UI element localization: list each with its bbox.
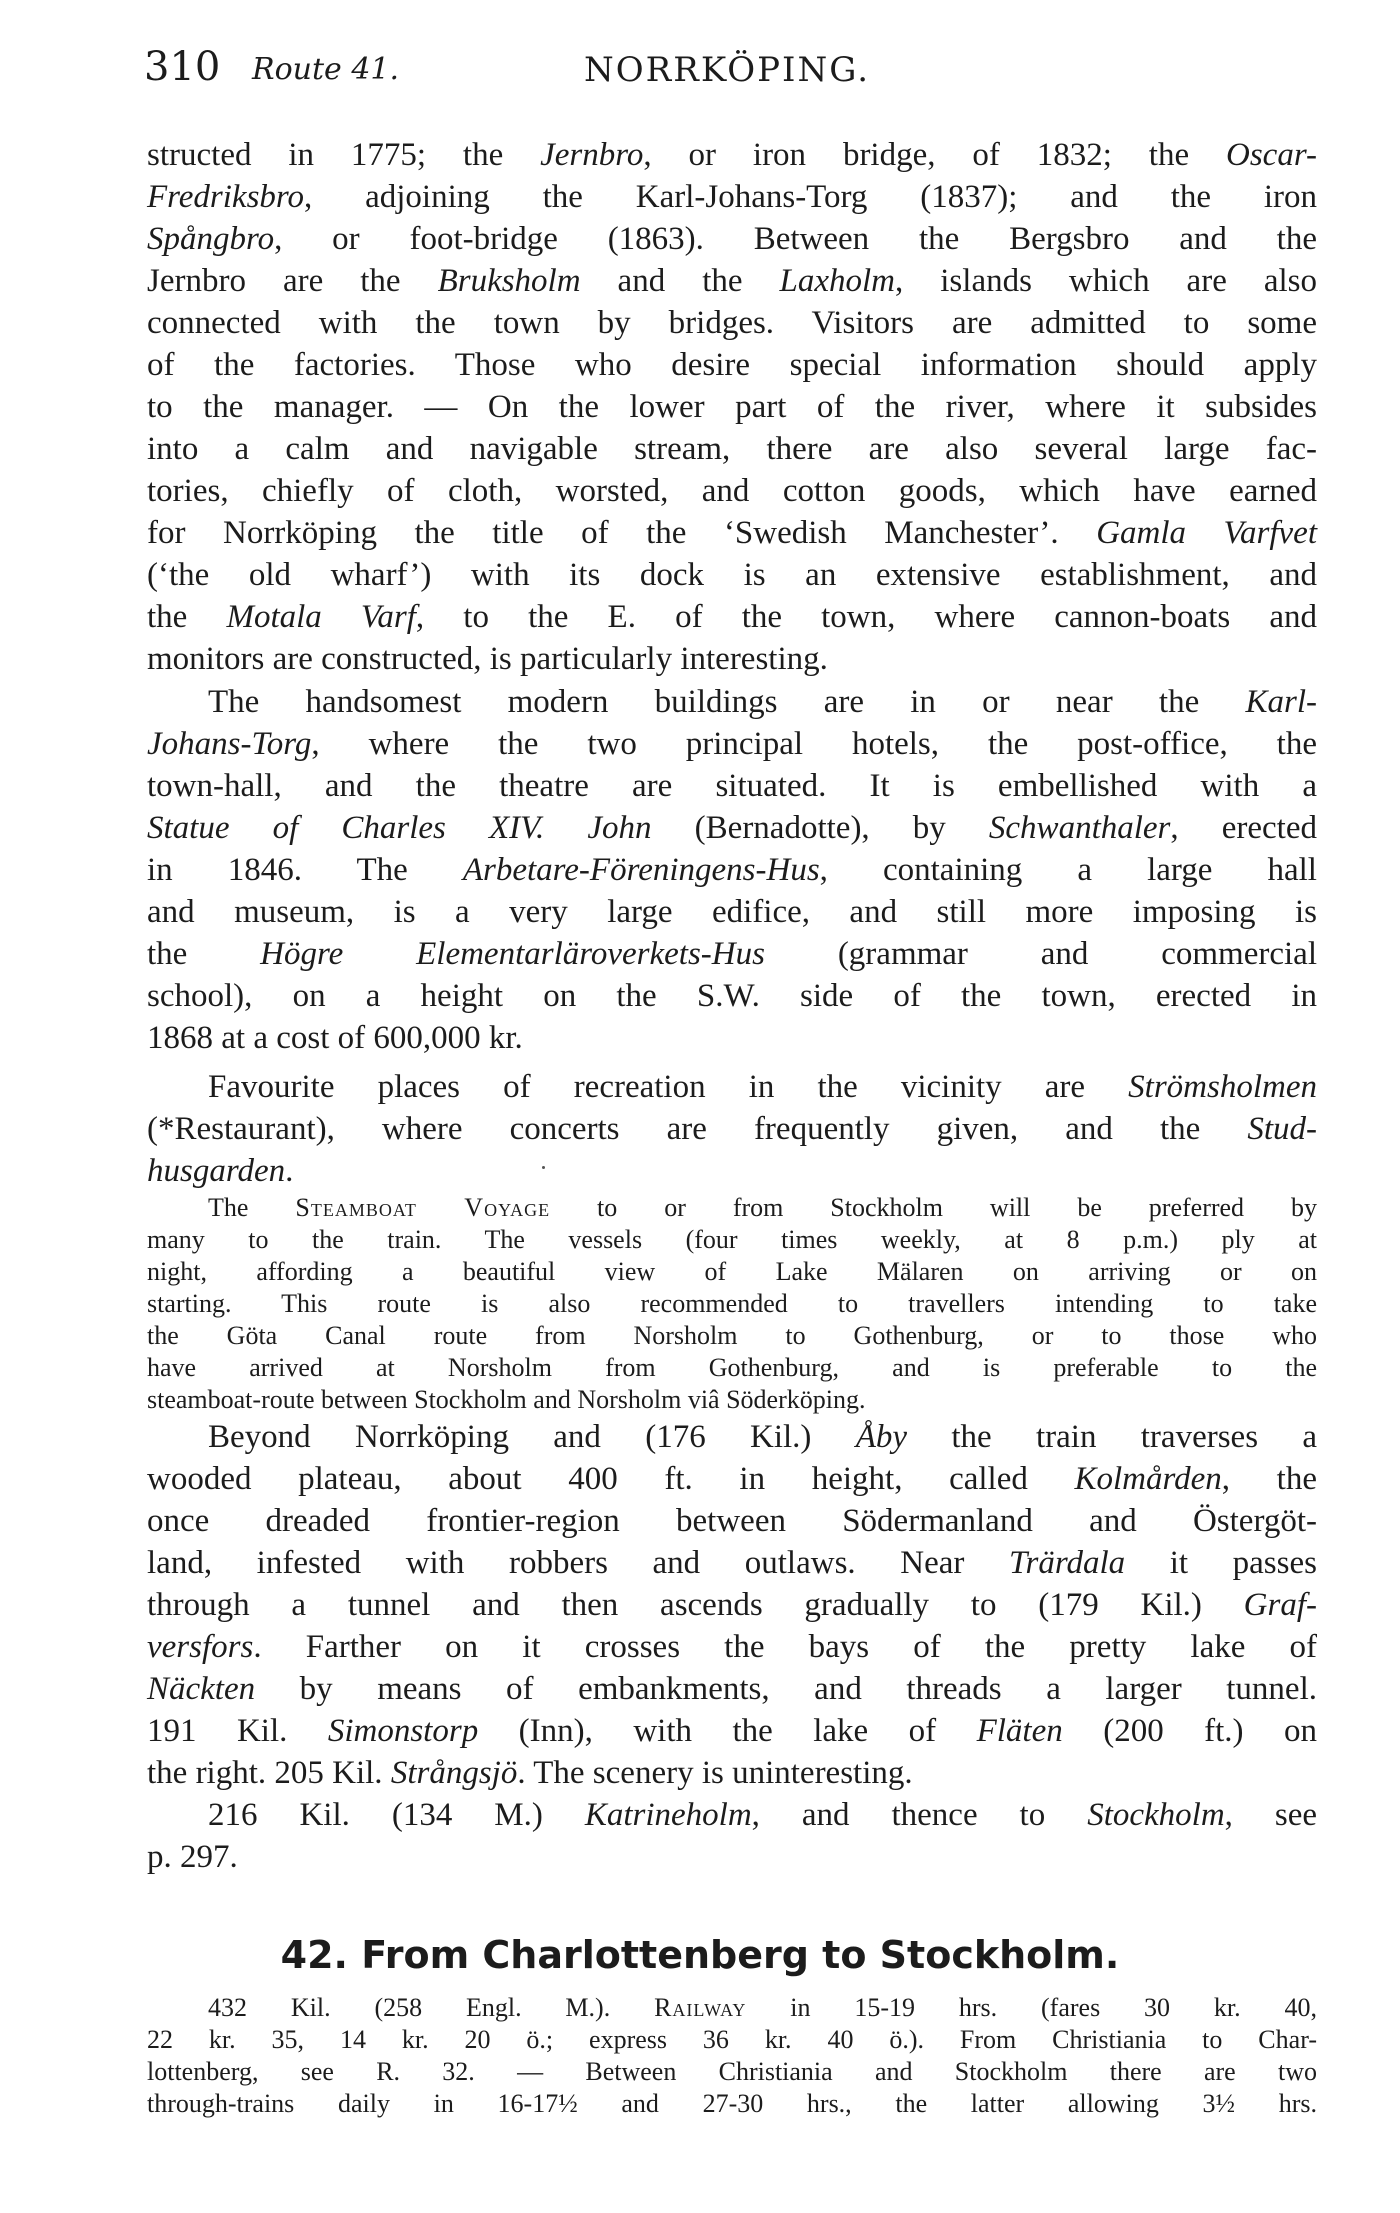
text-line: 216 Kil. (134 M.) Katrineholm, and thence to Stockholm, see: [208, 1797, 1317, 1833]
note-line: night, affording a beautiful view of Lake Mälaren on arriving or on: [147, 1257, 1317, 1286]
text-line: Favourite places of recreation in the vicinity are Strömsholmen: [208, 1069, 1317, 1105]
note-line: through-trains daily in 16-17½ and 27-30 hrs., the latter allowing 3½ hrs.: [147, 2089, 1317, 2118]
text-line: 1868 at a cost of 600,000 kr.: [147, 1020, 523, 1056]
text-line: Jernbro are the Bruksholm and the Laxholm, islands which are also: [147, 263, 1317, 299]
text-line: Johans-Torg, where the two principal hotels, the post-office, the: [147, 726, 1317, 762]
running-title: NORRKÖPING.: [584, 50, 870, 90]
text-line: connected with the town by bridges. Visitors are admitted to some: [147, 305, 1317, 341]
text-line: land, infested with robbers and outlaws. Near Trärdala it passes: [147, 1545, 1317, 1581]
text-line: to the manager. — On the lower part of the river, where it subsides: [147, 389, 1317, 425]
text-line: (*Restaurant), where concerts are frequently given, and the Stud-: [147, 1111, 1317, 1147]
note-line: have arrived at Norsholm from Gothenburg, and is preferable to the: [147, 1353, 1317, 1382]
note-line: 22 kr. 35, 14 kr. 20 ö.; express 36 kr. 40 ö.). From Christiania to Char-: [147, 2025, 1317, 2054]
text-line: once dreaded frontier-region between Södermanland and Östergöt-: [147, 1503, 1317, 1539]
text-line: and museum, is a very large edifice, and still more imposing is: [147, 894, 1317, 930]
note-line: 432 Kil. (258 Engl. M.). Railway in 15-19 hrs. (fares 30 kr. 40,: [208, 1993, 1318, 2022]
text-line: town-hall, and the theatre are situated. It is embellished with a: [147, 768, 1317, 804]
text-line: wooded plateau, about 400 ft. in height, called Kolmården, the: [147, 1461, 1317, 1497]
text-line: Statue of Charles XIV. John (Bernadotte), by Schwanthaler, erected: [147, 810, 1317, 846]
note-line: steamboat-route between Stockholm and Norsholm viâ Söderköping.: [147, 1385, 866, 1414]
text-line: structed in 1775; the Jernbro, or iron bridge, of 1832; the Oscar-: [147, 137, 1317, 173]
text-line: through a tunnel and then ascends gradually to (179 Kil.) Graf-: [147, 1587, 1317, 1623]
text-line: husgarden.: [147, 1153, 294, 1189]
text-line: the Högre Elementarläroverkets-Hus (grammar and commercial: [147, 936, 1317, 972]
text-line: Fredriksbro, adjoining the Karl-Johans-Torg (1837); and the iron: [147, 179, 1317, 215]
text-line: The handsomest modern buildings are in or near the Karl-: [208, 684, 1317, 720]
text-line: school), on a height on the S.W. side of the town, erected in: [147, 978, 1317, 1014]
note-line: the Göta Canal route from Norsholm to Gothenburg, or to those who: [147, 1321, 1317, 1350]
note-line: many to the train. The vessels (four times weekly, at 8 p.m.) ply at: [147, 1225, 1317, 1254]
note-line: lottenberg, see R. 32. — Between Christiania and Stockholm there are two: [147, 2057, 1317, 2086]
text-line: the Motala Varf, to the E. of the town, where cannon-boats and: [147, 599, 1317, 635]
text-line: for Norrköping the title of the ‘Swedish Manchester’. Gamla Varfvet: [147, 515, 1317, 551]
text-line: into a calm and navigable stream, there are also several large fac-: [147, 431, 1317, 467]
route-label: Route 41.: [252, 52, 400, 87]
note-line: starting. This route is also recommended to travellers intending to take: [147, 1289, 1317, 1318]
stray-dot: [542, 1166, 545, 1169]
text-line: monitors are constructed, is particularly interesting.: [147, 641, 828, 677]
text-line: 191 Kil. Simonstorp (Inn), with the lake of Fläten (200 ft.) on: [147, 1713, 1318, 1749]
text-line: in 1846. The Arbetare-Föreningens-Hus, containing a large hall: [147, 852, 1317, 888]
text-line: versfors. Farther on it crosses the bays of the pretty lake of: [147, 1629, 1317, 1665]
text-line: Spångbro, or foot-bridge (1863). Between the Bergsbro and the: [147, 221, 1317, 257]
text-line: p. 297.: [147, 1839, 238, 1875]
page-number: 310: [144, 44, 221, 90]
text-line: tories, chiefly of cloth, worsted, and cotton goods, which have earned: [147, 473, 1317, 509]
text-line: Näckten by means of embankments, and threads a larger tunnel.: [147, 1671, 1317, 1707]
note-line: The Steamboat Voyage to or from Stockholm will be preferred by: [208, 1193, 1318, 1222]
text-line: the right. 205 Kil. Strångsjö. The scenery is uninteresting.: [147, 1755, 913, 1791]
text-line: of the factories. Those who desire special information should apply: [147, 347, 1317, 383]
section-heading: 42. From Charlottenberg to Stockholm.: [280, 1933, 1120, 1977]
running-header: [144, 44, 1320, 96]
text-line: (‘the old wharf’) with its dock is an extensive establishment, and: [147, 557, 1317, 593]
text-line: Beyond Norrköping and (176 Kil.) Åby the train traverses a: [208, 1419, 1317, 1455]
